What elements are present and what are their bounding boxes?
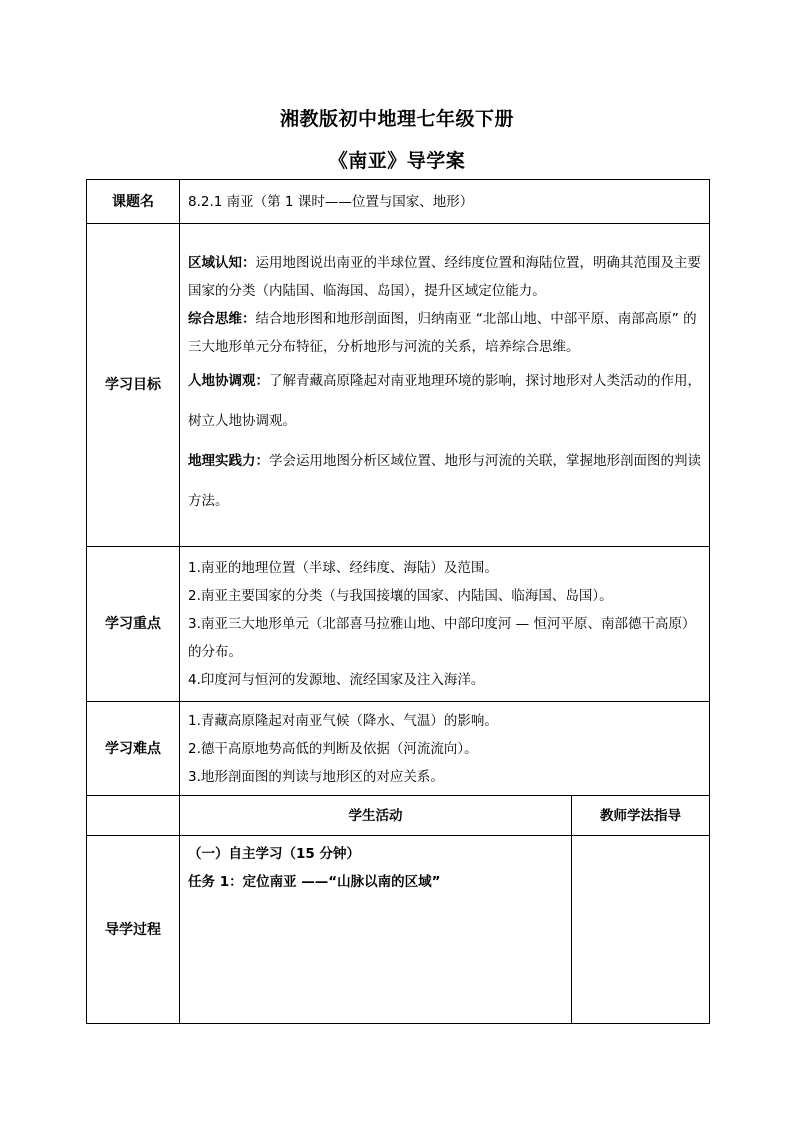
goal-item: 人地协调观：了解青藏高原隆起对南亚地理环境的影响，探讨地形对人类活动的作用，树立人地协调观。 [188,373,701,429]
goal-item: 区域认知：运用地图说出南亚的半球位置、经纬度位置和海陆位置，明确其范围及主要国家的分类（内陆国、临海国、岛国），提升区域定位能力。 [188,255,701,299]
list-item: 3.南亚三大地形单元（北部喜马拉雅山地、中部印度河 — 恒河平原、南部德干高原）的分布。 [188,616,696,660]
task-heading: 任务 1：定位南亚 ——“山脉以南的区域” [188,874,441,890]
list-item: 2.南亚主要国家的分类（与我国接壤的国家、内陆国、临海国、岛国）。 [188,588,613,604]
guide-table [86,179,710,1024]
student-activity-header: 学生活动 [180,796,572,836]
process-student-content [180,836,572,1024]
topic-label: 课题名 [87,180,180,224]
topic-row [87,180,710,224]
key-points-content [180,547,710,702]
process-teacher-content [572,836,710,1024]
list-item: 4.印度河与恒河的发源地、流经国家及注入海洋。 [188,672,485,688]
difficulties-label: 学习难点 [87,702,180,796]
goals-content [180,224,710,547]
header-empty-cell [87,796,180,836]
document-title: 湘教版初中地理七年级下册 [279,108,514,130]
teacher-guidance-header: 教师学法指导 [572,796,710,836]
list-item: 3.地形剖面图的判读与地形区的对应关系。 [188,768,444,785]
key-points-label: 学习重点 [87,547,180,702]
document-subtitle: 《南亚》导学案 [328,150,466,172]
goal-item: 地理实践力：学会运用地图分析区域位置、地形与河流的关联，掌握地形剖面图的判读方法。 [188,453,701,509]
goal-item: 综合思维：结合地形图和地形剖面图，归纳南亚 “北部山地、中部平原、南部高原” 的三大地形单元分布特征，分析地形与河流的关系，培养综合思维。 [188,311,697,355]
list-item: 1.青藏高原隆起对南亚气候（降水、气温）的影响。 [188,712,498,729]
topic-value: 8.2.1 南亚（第 1 课时——位置与国家、地形） [180,180,710,224]
list-item: 2.德干高原地势高低的判断及依据（河流流向）。 [188,740,478,757]
goals-row [87,224,710,547]
activity-header-row [87,796,710,836]
list-item: 1.南亚的地理位置（半球、经纬度、海陆）及范围。 [188,560,498,576]
process-label: 导学过程 [87,836,180,1024]
difficulties-row [87,702,710,796]
process-row [87,836,710,1024]
difficulties-content [180,702,710,796]
section-heading: （一）自主学习（15 分钟） [188,846,360,862]
goals-label: 学习目标 [87,224,180,547]
key-points-row [87,547,710,702]
goals-tall-group [188,361,703,521]
